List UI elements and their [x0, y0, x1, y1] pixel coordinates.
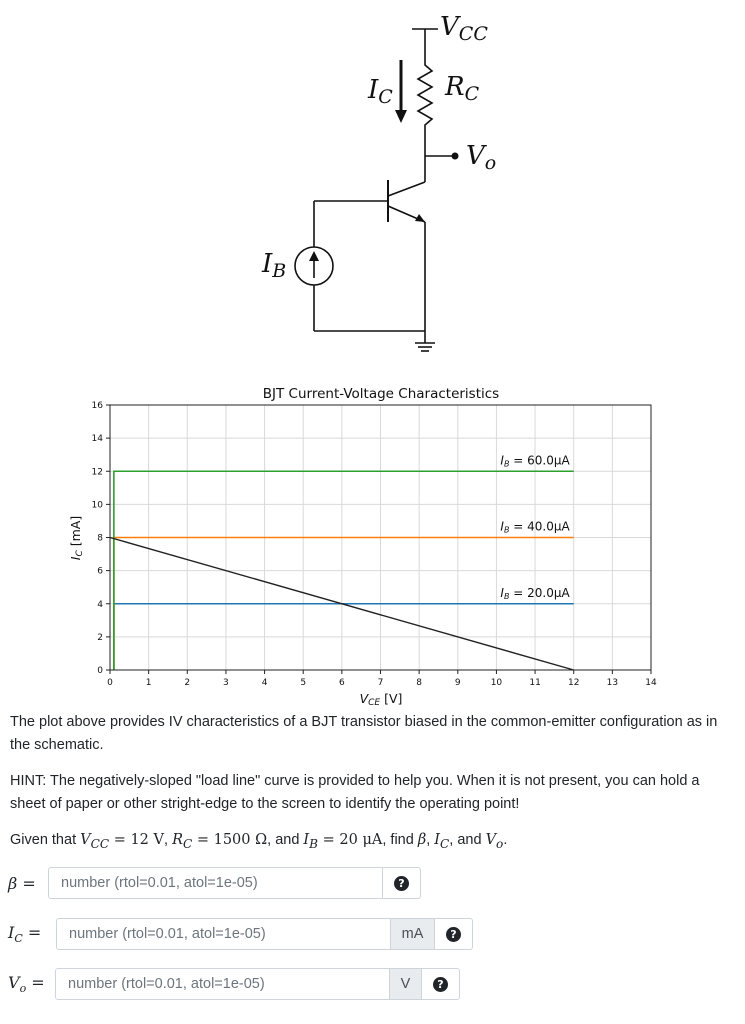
rc-resistor [418, 60, 432, 130]
x-tick-label: 5 [300, 678, 307, 688]
collector-lead [388, 182, 425, 196]
answer-row-ic [8, 917, 473, 951]
description-text: The plot above provides IV characteristics of a BJT transistor biased in the common-emitter configuration as in the schematic. [10, 714, 718, 753]
hint-text: HINT: The negatively-sloped "load line" curve is provided to help you. When it is not present, you can hold a sheet of paper or other stright-edge to the screen to identify the operating point! [10, 773, 700, 812]
chart-title: BJT Current-Voltage Characteristics [262, 386, 500, 402]
vo-answer-label: $V_o$ = [8, 972, 45, 996]
current-source-arrowhead [309, 251, 319, 261]
x-tick-label: 8 [416, 678, 423, 688]
vo-node [452, 153, 459, 160]
series-label-2: IB = 40.0μA [500, 519, 570, 535]
question-icon: ? [433, 977, 448, 992]
y-tick-label: 12 [91, 467, 103, 478]
beta-label: β = [8, 873, 36, 893]
bjt-schematic [0, 0, 745, 370]
x-tick-label: 12 [567, 678, 580, 688]
ic-label: IC [368, 75, 393, 108]
tick-layer [92, 401, 657, 688]
ic-unit-addon: mA [391, 918, 435, 950]
vo-unit-addon: V [390, 968, 422, 1000]
beta-input[interactable] [48, 867, 383, 899]
x-tick-label: 13 [606, 678, 619, 688]
iv-characteristics-chart [0, 378, 745, 708]
y-tick-label: 8 [97, 533, 103, 544]
x-tick-label: 2 [184, 678, 191, 688]
vcc-label: VCC [440, 12, 488, 45]
ic-arrowhead [395, 110, 407, 123]
ib-label: IB [262, 249, 287, 282]
ic-answer-label: $I_C$ = [8, 922, 42, 946]
x-tick-label: 14 [645, 678, 657, 688]
y-tick-label: 0 [97, 666, 103, 676]
question-icon: ? [446, 927, 461, 942]
given-text: Given that $V_{CC} = 12$ V, $R_C = 1500$ Ω, and $I_B = 20$ μA, find β, $I_C$, and $V_o$. [10, 832, 508, 851]
x-tick-label: 11 [529, 678, 541, 688]
rc-label: RC [445, 72, 480, 105]
x-axis-label: VCE [V] [359, 691, 403, 708]
x-tick-label: 0 [107, 678, 113, 688]
vo-help-button[interactable] [422, 968, 460, 1000]
x-tick-label: 6 [338, 678, 345, 688]
x-tick-label: 9 [454, 678, 461, 688]
series-label-3: IB = 60.0μA [500, 453, 570, 469]
y-tick-label: 2 [97, 632, 103, 643]
y-tick-label: 10 [91, 500, 103, 511]
vo-label: Vo [466, 141, 497, 174]
x-tick-label: 3 [223, 678, 229, 688]
vo-input[interactable] [55, 968, 390, 1000]
y-tick-label: 6 [97, 566, 103, 577]
answer-row-vo [8, 967, 460, 1001]
y-axis-label: IC [mA] [68, 515, 85, 561]
x-tick-label: 10 [490, 678, 503, 688]
x-tick-label: 1 [145, 678, 152, 688]
beta-help-button[interactable] [383, 867, 421, 899]
y-tick-label: 16 [91, 401, 103, 411]
x-tick-label: 7 [377, 678, 384, 688]
x-tick-label: 4 [261, 678, 268, 688]
y-tick-label: 4 [97, 599, 103, 610]
series-label-1: IB = 20.0μA [500, 585, 570, 601]
y-tick-label: 14 [91, 434, 103, 445]
ic-help-button[interactable] [435, 918, 473, 950]
question-icon: ? [394, 876, 409, 891]
answer-row-beta [8, 866, 421, 900]
ic-input[interactable] [56, 918, 391, 950]
